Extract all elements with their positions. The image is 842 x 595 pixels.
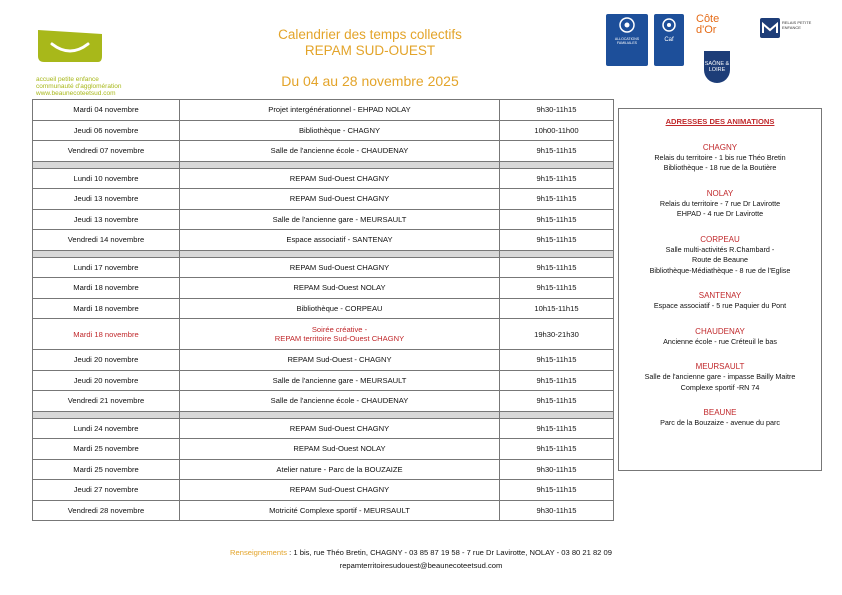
place-line: Salle de l'ancienne école - CHAUDENAY — [270, 146, 409, 156]
week-separator — [33, 250, 614, 257]
address-city: SANTENAY — [698, 291, 742, 300]
address-section — [619, 361, 821, 393]
footer-contact — [0, 548, 842, 557]
place-line: REPAM Sud-Ouest NOLAY — [293, 444, 386, 454]
page-title: Calendrier des temps collectifs — [278, 27, 462, 42]
time-cell: 10h15-11h15 — [500, 298, 614, 319]
address-city: CHAUDENAY — [695, 326, 745, 336]
time-cell: 9h30-11h15 — [500, 459, 614, 480]
logo-website: www.beaunecoteetsud.com — [36, 90, 116, 97]
place-cell — [180, 209, 500, 230]
address-line: Complexe sportif -RN 74 — [680, 382, 760, 392]
schedule-row — [33, 100, 614, 121]
agglo-logo — [36, 26, 146, 96]
place-cell — [180, 278, 500, 299]
schedule-row — [33, 141, 614, 162]
day-cell: Vendredi 28 novembre — [33, 500, 180, 521]
caf-caption: ALLOCATIONS FAMILIALES — [614, 37, 640, 45]
time-cell: 9h15-11h15 — [500, 278, 614, 299]
address-city: MEURSAULT — [695, 362, 745, 371]
address-section — [619, 142, 821, 174]
caf2-caption: Caf — [664, 37, 674, 43]
caf-logo — [606, 14, 648, 66]
cote-dor-logo: Côte d'Or — [696, 13, 720, 36]
place-cell — [180, 480, 500, 501]
day-cell: Mardi 18 novembre — [33, 278, 180, 299]
place-line: Espace associatif - SANTENAY — [286, 235, 393, 245]
day-cell: Jeudi 20 novembre — [33, 350, 180, 371]
addresses-list — [619, 142, 821, 429]
place-cell — [180, 298, 500, 319]
separator-cell — [180, 411, 500, 418]
schedule-row — [33, 120, 614, 141]
day-cell: Mardi 18 novembre — [33, 298, 180, 319]
separator-cell — [33, 161, 180, 168]
caf-emblem-2-icon — [654, 14, 684, 36]
footer-email[interactable]: repamterritoiresudouest@beaunecoteetsud.com — [339, 561, 503, 570]
place-line: REPAM Sud-Ouest CHAGNY — [289, 173, 390, 183]
day-cell: Vendredi 14 novembre — [33, 230, 180, 251]
schedule-row — [33, 209, 614, 230]
schedule-row — [33, 439, 614, 460]
day-cell: Jeudi 13 novembre — [33, 189, 180, 210]
separator-cell — [33, 411, 180, 418]
relais-logo-icon — [760, 18, 780, 38]
day-cell: Lundi 17 novembre — [33, 257, 180, 278]
day-cell: Vendredi 21 novembre — [33, 391, 180, 412]
place-cell — [180, 370, 500, 391]
place-line: REPAM Sud-Ouest CHAGNY — [289, 194, 390, 204]
page-subtitle: REPAM SUD-OUEST — [304, 43, 436, 58]
time-cell: 9h15-11h15 — [500, 189, 614, 210]
saone-loire-logo — [704, 51, 730, 83]
footer-info: : 1 bis, rue Théo Bretin, CHAGNY - 03 85 87 19 58 - 7 rue Dr Lavirotte, NOLAY - 03 80 21 82 09 — [289, 548, 612, 557]
schedule-table — [32, 99, 614, 521]
address-section — [619, 290, 821, 312]
partner-logos — [604, 14, 816, 84]
address-city: BEAUNE — [703, 408, 737, 417]
separator-cell — [180, 161, 500, 168]
time-cell: 9h30-11h15 — [500, 100, 614, 121]
day-cell: Lundi 10 novembre — [33, 168, 180, 189]
logo-line-2: communauté d'agglomération — [36, 83, 122, 90]
saone-loire-caption: SAÔNE & LOIRE — [704, 61, 730, 73]
address-line: Route de Beaune — [692, 255, 748, 264]
place-line: Soirée créative - — [311, 325, 368, 334]
place-cell — [180, 459, 500, 480]
address-section — [619, 188, 821, 220]
week-separator — [33, 411, 614, 418]
address-line: Salle multi-activités R.Chambard - — [665, 244, 775, 254]
schedule-row — [33, 370, 614, 391]
address-section — [619, 407, 821, 429]
footer-label: Renseignements — [230, 548, 288, 557]
day-cell: Mardi 18 novembre — [33, 319, 180, 350]
logo-line-1: accueil petite enfance — [36, 76, 99, 83]
place-line: REPAM Sud-Ouest - CHAGNY — [287, 355, 392, 365]
day-cell: Mardi 25 novembre — [33, 459, 180, 480]
place-line: REPAM Sud-Ouest CHAGNY — [289, 485, 390, 495]
time-cell: 9h15-11h15 — [500, 209, 614, 230]
day-cell: Jeudi 27 novembre — [33, 480, 180, 501]
place-line: REPAM Sud-Ouest CHAGNY — [289, 423, 390, 433]
place-line: Salle de l'ancienne gare - MEURSAULT — [272, 375, 407, 385]
schedule-row — [33, 298, 614, 319]
time-cell: 9h15-11h15 — [500, 350, 614, 371]
day-cell: Lundi 24 novembre — [33, 418, 180, 439]
address-line: Relais du territoire - 1 bis rue Théo Bretin — [654, 152, 786, 162]
schedule-body — [33, 100, 614, 521]
place-line: Salle de l'ancienne école - CHAUDENAY — [270, 396, 409, 406]
separator-cell — [500, 411, 614, 418]
address-line: Ancienne école - rue Créteuil le bas — [663, 336, 777, 346]
place-line: Salle de l'ancienne gare - MEURSAULT — [272, 214, 407, 224]
address-city: CORPEAU — [700, 234, 740, 244]
place-cell — [180, 189, 500, 210]
place-cell — [180, 100, 500, 121]
relais-caption: RELAIS PETITE ENFANCE — [782, 20, 812, 30]
time-cell: 9h15-11h15 — [500, 257, 614, 278]
caf-logo-2 — [654, 14, 684, 66]
date-range: Du 04 au 28 novembre 2025 — [281, 73, 459, 89]
schedule-row — [33, 350, 614, 371]
address-section — [619, 234, 821, 277]
place-line: Motricité Complexe sportif - MEURSAULT — [269, 505, 410, 515]
time-cell: 9h15-11h15 — [500, 480, 614, 501]
schedule-row — [33, 418, 614, 439]
place-cell — [180, 418, 500, 439]
day-cell: Mardi 04 novembre — [33, 100, 180, 121]
address-section — [619, 326, 821, 348]
time-cell: 10h00-11h00 — [500, 120, 614, 141]
address-city: NOLAY — [706, 188, 734, 198]
address-line: Bibliothèque-Médiathèque - 8 rue de l'Eglise — [649, 265, 791, 275]
address-city: CHAGNY — [702, 142, 738, 152]
addresses-title: ADRESSES DES ANIMATIONS — [665, 117, 775, 126]
address-line: Relais du territoire - 7 rue Dr Lavirotte — [659, 198, 781, 208]
time-cell: 9h15-11h15 — [500, 391, 614, 412]
day-cell: Jeudi 20 novembre — [33, 370, 180, 391]
schedule-row — [33, 459, 614, 480]
place-line: Projet intergénérationnel - EHPAD NOLAY — [268, 105, 411, 115]
address-line: EHPAD - 4 rue Dr Lavirotte — [676, 209, 764, 218]
separator-cell — [33, 250, 180, 257]
place-line: Bibliothèque - CORPEAU — [296, 303, 383, 313]
day-cell: Vendredi 07 novembre — [33, 141, 180, 162]
schedule-row — [33, 189, 614, 210]
schedule-row — [33, 168, 614, 189]
place-cell — [180, 230, 500, 251]
place-cell — [180, 319, 500, 350]
place-line: Bibliothèque - CHAGNY — [298, 125, 381, 135]
address-line: Salle de l'ancienne gare - impasse Bailly Maitre — [644, 372, 796, 381]
place-cell — [180, 257, 500, 278]
time-cell: 9h15-11h15 — [500, 370, 614, 391]
place-cell — [180, 141, 500, 162]
time-cell: 9h15-11h15 — [500, 168, 614, 189]
day-cell: Jeudi 13 novembre — [33, 209, 180, 230]
place-cell — [180, 391, 500, 412]
schedule-row — [33, 278, 614, 299]
addresses-box — [618, 108, 822, 471]
time-cell: 9h15-11h15 — [500, 230, 614, 251]
place-cell — [180, 439, 500, 460]
time-cell: 19h30-21h30 — [500, 319, 614, 350]
schedule-row — [33, 480, 614, 501]
place-cell — [180, 120, 500, 141]
time-cell: 9h15-11h15 — [500, 141, 614, 162]
day-cell: Mardi 25 novembre — [33, 439, 180, 460]
time-cell: 9h15-11h15 — [500, 418, 614, 439]
place-line: REPAM Sud-Ouest NOLAY — [293, 283, 386, 293]
week-separator — [33, 161, 614, 168]
place-line: REPAM territoire Sud-Ouest CHAGNY — [274, 334, 405, 343]
schedule-row — [33, 319, 614, 350]
place-line: REPAM Sud-Ouest CHAGNY — [289, 262, 390, 272]
schedule-row — [33, 391, 614, 412]
logo-text — [36, 76, 121, 97]
time-cell: 9h15-11h15 — [500, 439, 614, 460]
schedule-row — [33, 230, 614, 251]
schedule-row — [33, 257, 614, 278]
separator-cell — [500, 250, 614, 257]
logo-mark-icon — [36, 26, 104, 66]
day-cell: Jeudi 06 novembre — [33, 120, 180, 141]
separator-cell — [180, 250, 500, 257]
address-line: Parc de la Bouzaize - avenue du parc — [660, 418, 780, 427]
separator-cell — [500, 161, 614, 168]
caf-emblem-icon — [606, 14, 648, 36]
place-cell — [180, 350, 500, 371]
place-cell — [180, 168, 500, 189]
schedule-row — [33, 500, 614, 521]
time-cell: 9h30-11h15 — [500, 500, 614, 521]
place-line: Atelier nature - Parc de la BOUZAIZE — [276, 464, 403, 474]
address-line: Bibliothèque - 18 rue de la Boutière — [663, 163, 777, 172]
place-cell — [180, 500, 500, 521]
address-line: Espace associatif - 5 rue Paquier du Pont — [653, 301, 787, 310]
